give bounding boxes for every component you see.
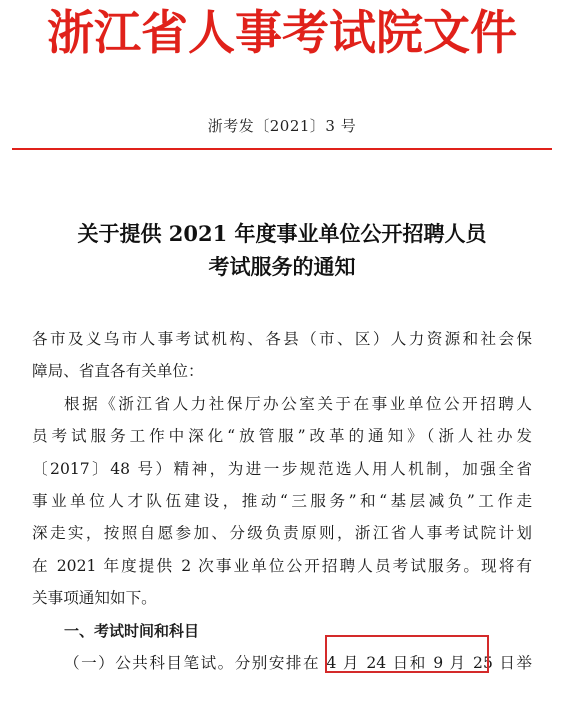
notice-title-line-1: 关于提供 2021 年度事业单位公开招聘人员 <box>77 221 487 246</box>
addressee-line-2: 障局、省直各有关单位： <box>32 362 204 381</box>
notice-title <box>0 217 564 283</box>
document-header-title: 浙江省人事考试院文件 <box>47 6 517 61</box>
item-1-line: （一）公共科目笔试。分别安排在 4 月 24 日和 9 月 25 日举 <box>64 653 532 672</box>
red-divider-line <box>12 148 552 150</box>
paragraph-1-line-3: 〔2017〕48 号）精神，为进一步规范选人用人机制，加强全省 <box>32 459 532 478</box>
paragraph-1-line-7: 关事项通知如下。 <box>32 589 157 608</box>
paragraph-1-line-4: 事业单位人才队伍建设，推动“三服务”和“基层减负”工作走 <box>32 491 532 510</box>
document-number: 浙考发〔2021〕3 号 <box>207 117 357 135</box>
addressee-line-1: 各市及义乌市人事考试机构、各县（市、区）人力资源和社会保 <box>32 330 532 348</box>
document-body <box>32 323 532 679</box>
paragraph-1-line-2: 员考试服务工作中深化“放管服”改革的通知》（浙人社办发 <box>32 427 532 446</box>
paragraph-1-line-6: 在 2021 年度提供 2 次事业单位公开招聘人员考试服务。现将有 <box>32 556 532 575</box>
paragraph-1-line-5: 深走实，按照自愿参加、分级负责原则，浙江省人事考试院计划 <box>32 524 532 543</box>
notice-title-line-2: 考试服务的通知 <box>208 254 356 279</box>
section-1-heading: 一、考试时间和科目 <box>64 621 200 640</box>
paragraph-1-line-1: 根据《浙江省人力社保厅办公室关于在事业单位公开招聘人 <box>64 394 532 413</box>
